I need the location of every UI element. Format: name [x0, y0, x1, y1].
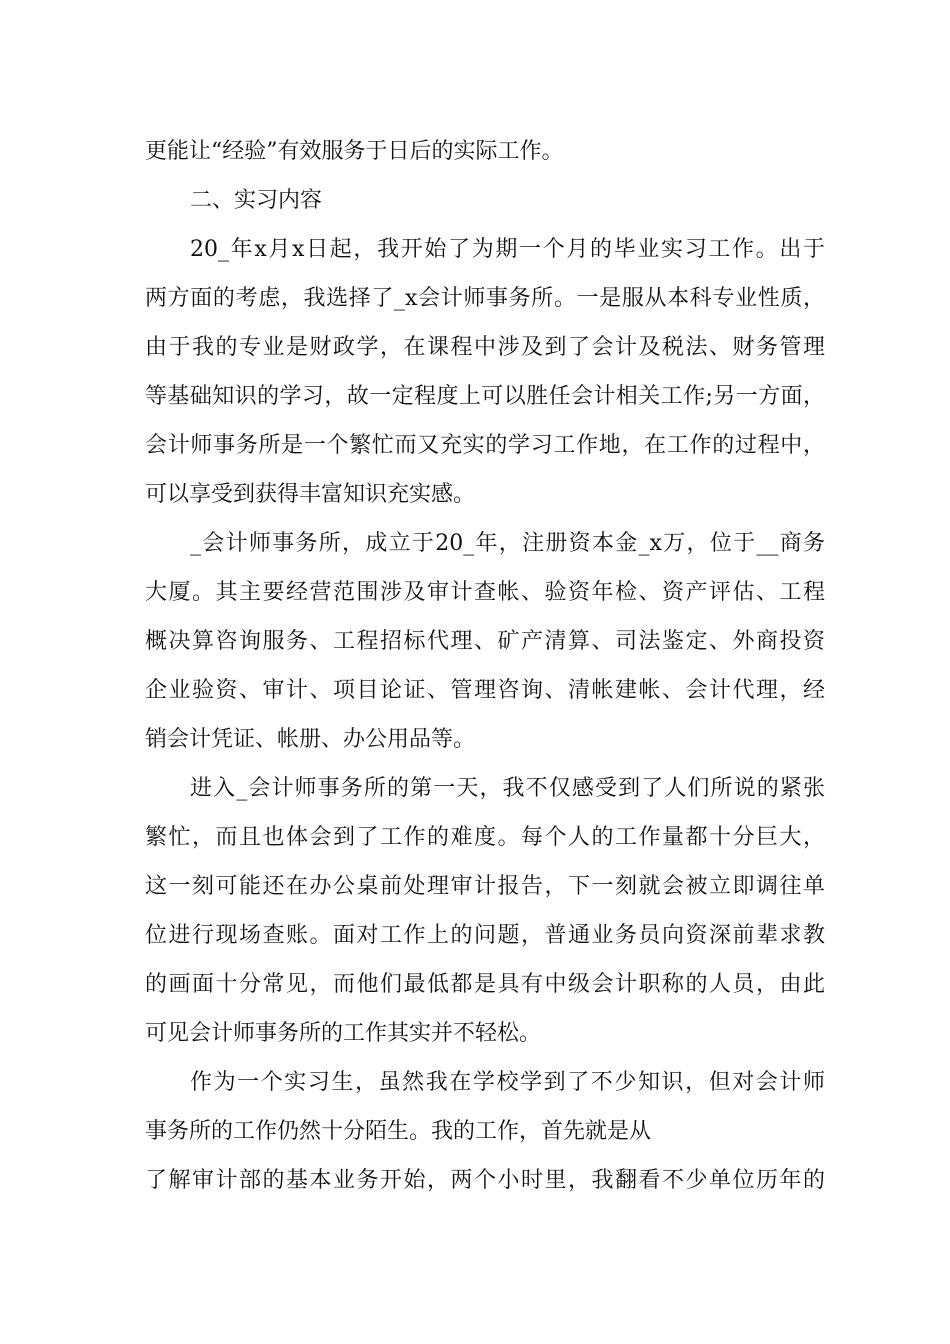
text-line: 作为一个实习生，虽然我在学校学到了不少知识，但对会计师	[190, 1070, 825, 1095]
text-line: 了解审计部的基本业务开始，两个小时里，我翻看不少单位历年的	[145, 1168, 825, 1193]
text-line: 大厦。其主要经营范围涉及审计查帐、验资年检、资产评估、工程	[145, 580, 825, 605]
text-line: 会计师事务所是一个繁忙而又充实的学习工作地，在工作的过程中，	[145, 433, 825, 458]
text-line: 由于我的专业是财政学，在课程中涉及到了会计及税法、财务管理	[145, 335, 825, 360]
text-line: 位进行现场查账。面对工作上的问题，普通业务员向资深前辈求教	[145, 923, 825, 948]
text-line: 等基础知识的学习，故一定程度上可以胜任会计相关工作;另一方面，	[145, 384, 825, 409]
text-line: 的画面十分常见，而他们最低都是具有中级会计职称的人员，由此	[145, 972, 825, 997]
text-line: 概决算咨询服务、工程招标代理、矿产清算、司法鉴定、外商投资	[145, 629, 825, 654]
text-line: 企业验资、审计、项目论证、管理咨询、清帐建帐、会计代理，经	[145, 678, 825, 703]
text-line: 进入_会计师事务所的第一天，我不仅感受到了人们所说的紧张	[190, 776, 825, 801]
text-line: 两方面的考虑，我选择了_x会计师事务所。一是服从本科专业性质，	[145, 286, 825, 311]
text-line: 可见会计师事务所的工作其实并不轻松。	[145, 1021, 542, 1046]
section-heading: 二、实习内容	[190, 188, 323, 213]
text-line: 更能让“经验”有效服务于日后的实际工作。	[145, 139, 564, 164]
text-line: 销会计凭证、帐册、办公用品等。	[145, 727, 476, 752]
text-line: 繁忙，而且也体会到了工作的难度。每个人的工作量都十分巨大，	[145, 825, 825, 850]
text-line: 可以享受到获得丰富知识充实感。	[145, 482, 476, 507]
text-line: 这一刻可能还在办公桌前处理审计报告，下一刻就会被立即调往单	[145, 874, 825, 899]
text-line: _会计师事务所，成立于20_年，注册资本金_x万，位于__商务	[190, 531, 825, 556]
text-line: 事务所的工作仍然十分陌生。我的工作，首先就是从	[145, 1119, 652, 1144]
text-line: 20_年x月x日起，我开始了为期一个月的毕业实习工作。出于	[190, 237, 825, 262]
